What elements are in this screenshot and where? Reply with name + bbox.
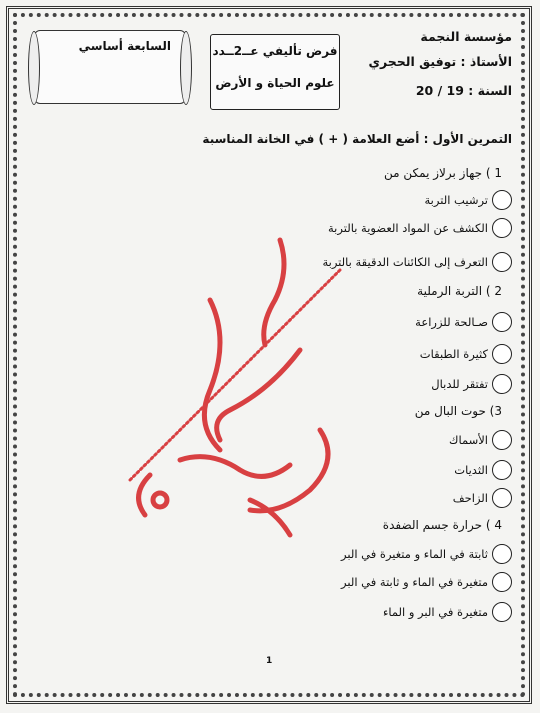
subject-name: علوم الحياة و الأرض xyxy=(215,76,335,90)
question-2: 2 ) التربة الرملية xyxy=(417,284,502,298)
answer-circle[interactable] xyxy=(492,190,512,210)
question-1: 1 ) جهاز برلاز يمكن من xyxy=(384,166,502,180)
answer-circle[interactable] xyxy=(492,252,512,272)
answer-circle[interactable] xyxy=(492,488,512,508)
option-2-3[interactable]: تفتقر للدبال xyxy=(431,374,512,394)
exam-title-box xyxy=(210,34,340,110)
option-2-2[interactable]: كثيرة الطبقات xyxy=(420,344,512,364)
option-3-3[interactable]: الزاحف xyxy=(453,488,512,508)
answer-circle[interactable] xyxy=(492,572,512,592)
school-year: السنة : 19 / 20 xyxy=(415,83,512,98)
question-3: 3) حوت البال من xyxy=(414,404,502,418)
exam-title: فرض تأليفي عــ2ــدد xyxy=(212,44,338,58)
option-1-3[interactable]: التعرف إلى الكائنات الدقيقة بالتربة xyxy=(322,252,512,272)
answer-circle[interactable] xyxy=(492,460,512,480)
answer-circle[interactable] xyxy=(492,430,512,450)
option-3-2[interactable]: الثديات xyxy=(454,460,512,480)
question-4: 4 ) حرارة جسم الضفدة xyxy=(382,518,502,532)
grade-level: السابعة أساسي xyxy=(78,39,171,53)
option-2-1[interactable]: صـالحة للزراعة xyxy=(415,312,512,332)
exam-header xyxy=(28,24,512,114)
exercise-title: التمرين الأول : أضع العلامة ( + ) في الخانة المناسبة xyxy=(202,132,512,146)
teacher-name: الأستاذ : توفيق الحجري xyxy=(368,54,512,69)
answer-circle[interactable] xyxy=(492,602,512,622)
option-4-2[interactable]: متغيرة في الماء و ثابتة في البر xyxy=(341,572,512,592)
institution-name: مؤسسة النجمة xyxy=(420,29,512,44)
answer-circle[interactable] xyxy=(492,218,512,238)
answer-circle[interactable] xyxy=(492,344,512,364)
answer-circle[interactable] xyxy=(492,544,512,564)
exam-sheet xyxy=(28,24,512,684)
page-number: 1 xyxy=(266,656,273,666)
option-3-1[interactable]: الأسماك xyxy=(449,430,512,450)
option-1-1[interactable]: ترشيب التربة xyxy=(425,190,512,210)
grade-scroll xyxy=(28,26,198,110)
school-info xyxy=(352,24,512,103)
option-4-3[interactable]: متغيرة في البر و الماء xyxy=(383,602,512,622)
option-1-2[interactable]: الكشف عن المواد العضوية بالتربة xyxy=(328,218,512,238)
answer-circle[interactable] xyxy=(492,312,512,332)
option-4-1[interactable]: ثابتة في الماء و متغيرة في البر xyxy=(341,544,512,564)
scroll-frame xyxy=(34,30,186,104)
answer-circle[interactable] xyxy=(492,374,512,394)
